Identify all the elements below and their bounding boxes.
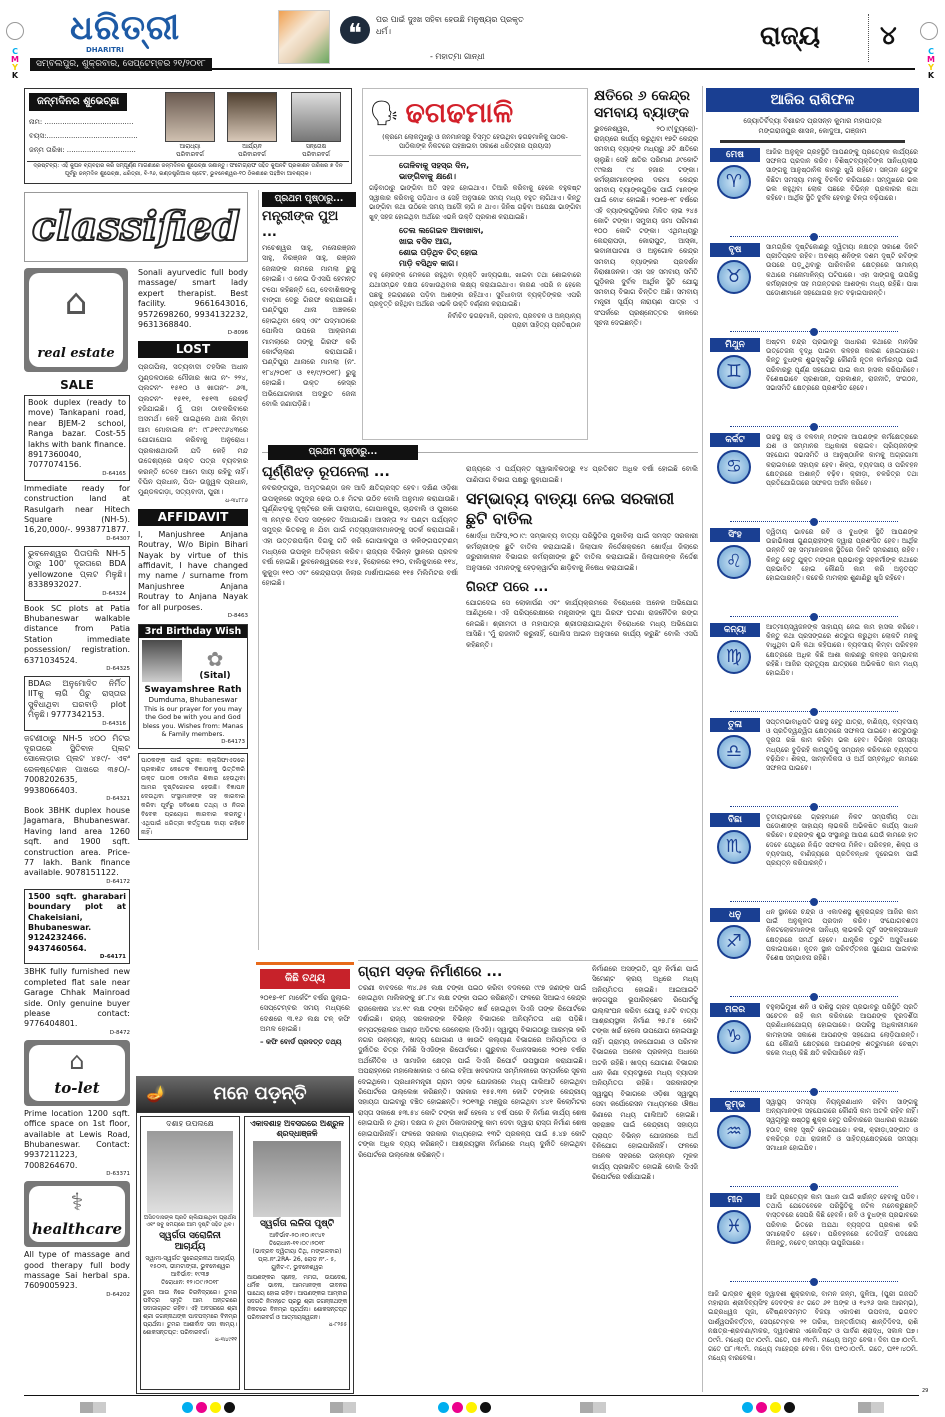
middle-classified-column [138,268,248,840]
portrait-photo [253,1141,341,1217]
fact-box-title: କିଛି ତଥ୍ୟ [260,969,350,989]
house-icon: ⌂ [64,282,88,323]
headline: ଗିରଫ ପରେ ... [466,579,549,595]
registration-mark-icon [6,22,24,40]
sign-separator [730,711,898,712]
birthday-coupon [24,88,352,184]
sign-separator [730,616,898,617]
horoscope-author: ଜ୍ୟୋତିର୍ବିଦ୍ୟା ବିଶାରଦ ପ୍ରସନ୍ନ କୁମାର ମହାପାତ୍ର ମଙ୍ଗରାଜପୁର ଶାସନ, କୋଦୁଆ, ଗଞ୍ଜାମ [743,117,882,135]
lost-heading: LOST [138,341,248,358]
cyan-dot-icon [182,1402,193,1413]
section-divider [868,14,869,62]
fact-box-rule [256,962,354,965]
page-number: ୪ [880,21,897,51]
horoscope-sign-8 [710,813,918,908]
bank-story [594,88,698,440]
sign-forecast: ଆଜି ପ୍ରତ୍ୟେକ କାମ ସାଧନ ପାଇଁ ଖର୍ଚ୍ଚାନ୍ତ ହେବାକୁ ପଡିବ। ତଥାପି ଯେତେବେଳେ ପରିସ୍ଥିତିକୁ ଜଟିଳ ମନେକରୁଛନ୍ତି ବାସ୍ତବରେ ସେପରି କିଛି ହେବନି। ରବି ଓ ବୁଧଙ୍କ ପ୍ରଭାବରେ ପରିବାର ଭିତରେ ଅଯଥା ବ୍ୟସ୍ତତା ପ୍ରକାଶ କରି ସମାଲୋଚିତ ହେବେ। ପରିବହନରେ ତେଜିତାହିଁ ପଦକ୍ଷେପ ନିଅନ୍ତୁ, ନଚେତ୍ ସମସ୍ୟା ଉପୁଜିପାରେ। [766,1193,918,1248]
gemini-icon: ♊ [717,355,751,389]
fact-box [256,962,354,1072]
classified-ad: Sonali ayurvedic full body massage/ smart lady expert therapist. Best facility. 9661643016, 9572698260, 9934132232, 9631368840. D-8096 [138,268,248,337]
adult-photo [291,92,341,142]
dhagadhamali-box [362,88,588,440]
cmyk-marker: C M Y K [11,47,19,80]
real-estate-category: ⌂ real estate [24,268,128,372]
sign-forecast: ଆଜିର ଅନୁକୂଳ ଗ୍ରହସ୍ଥିତି ଆପଣଙ୍କୁ ପ୍ରତ୍ୟେକ କାର୍ଯ୍ୟରେ ସଫଳତା ପ୍ରଦାନ କରିବ। ବିଶିଷ୍ଟବ୍ୟକ୍ତିଙ୍କ ସାନିଧ୍ୟଲାଭ ସାଙ୍ଗକୁ ଆନୁଷ୍ଠାନିକ କାମରୁ ଖୁସି ରହିବେ। ସନ୍ତାନ ହେତୁକ କିଛିଟା ସମସ୍ୟା ମନକୁ ବିଚଳିତ କରିପାରେ। ସମ୍ମୁଖରେ ଭଲ ଭଲ କହୁଥିବା ଲୋକ ପଛରେ ବିଭିନ୍ନ ପ୍ରକାରର କଥା କହିବେ। ଆର୍ଥିକ ସ୍ଥିତି ଦୁର୍ବଳ ହେବାରୁ ଚିନ୍ତା ବଢ଼ିପାରେ। [766,148,918,203]
taurus-icon: ♉ [717,260,751,294]
birthdate-field[interactable]: ଜନ୍ମ ତାରିଖ: ............................... [29,146,136,154]
article-body: ଖୋର୍ଦ୍ଧା ଅଫିସ,୨୦।୯: ସମ୍ଭାବ୍ୟ ବାତ୍ୟା ପରିସ୍ଥିତିର ମୁକାବିଲା ପାଇଁ ସମସ୍ତ ସରକାରୀ କର୍ମଚାରୀଙ୍କ ଛୁଟି ବାତିଲ କରାଯାଇଛି। ଜିଲାପାଳ ନିର୍ଦ୍ଦେଶକ୍ରମେ ଖୋର୍ଦ୍ଧା ଜିଲାରେ ଜରୁରୀକାଳୀନ ବିଭାଗର କର୍ମଚାରୀଙ୍କ ଛୁଟି ବାତିଲ କରାଯାଇଛି। ଜିଲାପାଳଙ୍କ ନିର୍ଦ୍ଦେଶ ଅନୁସାରେ ଏମାନଙ୍କୁ ହେଡ଼କ୍ୱାର୍ଟର ଛାଡ଼ିବାକୁ ନିଷେଧ କରାଯାଇଛି। [466,532,698,572]
black-dot-icon [784,1402,795,1413]
classified-ad: 1500 sqft. gharabari boundary plot at Chakeisiani, Bhubaneswar. 9124232466. 9437460564. D-64171 [24,889,130,964]
age-field[interactable]: ବୟସ:......................................... [29,132,138,140]
sign-separator [730,901,898,902]
newspaper-logo-subtitle: DHARITRI [86,46,124,54]
obituary-left: ଦଶାହ ଉପଲକ୍ଷେ ଅସିତଦାସଙ୍କ ପ୍ରତି ଚାଲିଯାଇଥିବା ପ୍ରାର୍ଥନା ଏବଂ ସବୁ ସମୟରେ ଆମ ଦୃଷ୍ଟି ସହିତ ଥିବ। ସ୍ୱର୍ଗତା ସରୋଜିନୀ ଆଚାର୍ଯ୍ୟ ସ୍ୱାମୀ-ସ୍ୱର୍ଗତ ସୁରେନ୍ଦ୍ରନାଥ ଆଚାର୍ଯ୍ୟ ୧୫୦୩, ଭୀମଟାଙ୍ଗୀ, ଭୁବନେଶ୍ୱର ଆବିର୍ଭାବ: ୧୯୩୭ ତିରୋଧାନ: ୧୨।୦୯।୨୦୧୮ ତୁମେ ଆଉ ନିଜେ ଚିରନିଦ୍ରାରେ। ତୁମର ପବିତ୍ର ସ୍ମୃତି ଆମ ଅନ୍ତରରେ ସଦାଜାଗ୍ରତ ରହିବ। ଏହି ଅବସରରେ ଶ୍ରୀ ଶ୍ରୀ ଜଗନ୍ନାଥଙ୍କ ପାଦପଦ୍ମରେ ବିନମ୍ର ପ୍ରାର୍ଥନା। ତୁମର ଆଶୀର୍ବାଦ ସଦା କାମ୍ୟ। ଶୋକସନ୍ତପ୍ତ: ପରିବାରବର୍ଗ। ଧ-୩୪୯୧୧ [140,1116,240,1390]
house-to-let-icon: ⌂ [69,1046,85,1075]
horoscope-sign-9 [710,908,918,1003]
horoscope-sign-1 [710,148,918,243]
right-news-column [466,464,698,954]
fact-box-body: ୨୦୧୭-୧୮ ମାର୍କେଟିଂ ବର୍ଷର ଜୁଲାଇ-ସେପ୍ଟେମ୍ବର ସମୟ ମଧ୍ୟରେ ଦେଶରେ ୩.୧୬ ଲକ୍ଷ ଟନ୍ କଫି ଅମଳ ହୋଇଛି। [260,994,350,1034]
footer-rule [24,1395,919,1396]
aries-icon: ♈ [717,165,751,199]
birthday-wish-ad: 3rd Birthday Wish ✿ (Sital) Swayamshree Rath Dumduma, Bhubaneswar This is our prayer for you may the God be with you and God bless you. Wishes from: Manas & Family members. D-64173 [138,624,248,749]
column-rule [258,190,259,950]
scorpio-icon: ♏ [717,830,751,864]
libra-icon: ♎ [717,735,751,769]
sign-separator [730,426,898,427]
article-body: ରାଜ୍ୟରେ ଏ ପର୍ଯ୍ୟନ୍ତ ସ୍ୱାଭାବିକଠାରୁ ୧୪ ପ୍ରତିଶତ ଅଧିକ ବର୍ଷା ହୋଇଛି ବୋଲି ପାଣିପାଗ ବିଭାଗ ପକ୍ଷରୁ କୁହାଯାଇଛି। [466,465,698,484]
sign-name: କର୍କଟ [710,433,760,447]
obituary-banner: 🪔 ମନେ ପଡ଼ନ୍ତି [136,1076,354,1112]
horoscope-sign-3 [710,338,918,433]
sign-name: ମିଥୁନ [710,338,760,352]
headline: ଘୂର୍ଣ୍ଣିଝଡ଼ ରୂପନେଲା ... [262,464,390,480]
sign-name: ବୃଷ [710,243,760,257]
sign-forecast: ଅଷ୍ଟମ ଚନ୍ଦ୍ର ପ୍ରଭାବରୁ ସାଧାରଣ କଥାରେ ମାନସିକ ଉତ୍ତେଜନା ବୃଦ୍ଧି ପାଇବା କଳହର କାରଣ ହୋଇପାରେ। କିନ୍ତୁ ବୁଧଙ୍କ ଶୁଭଦୃଷ୍ଟିରୁ କୌଣସି ନୂତନ କର୍ମାରମ୍ଭ ପାଇଁ ପରିବାରରୁ ପୂର୍ଣ୍ଣ ସହଯୋଗ ପାଇ କାମ ହାସଲ କରିପାରିବେ। ବିଶେଷଭାବେ ପ୍ରଶାସନ, ପ୍ରକାଶନ, ରାଜନୀତି, ସଂଗଠନ, ସଭାସମିତି କ୍ଷେତ୍ରରେ ପ୍ରଶଂସିତ ହେବେ। [766,338,918,393]
sign-name: ସିଂହ [710,528,760,542]
pisces-icon: ♓ [717,1210,751,1244]
lamp-icon: 🪔 [146,1084,166,1103]
classified-ad: ପ୍ରତାପିଲା, ସତ୍ୟବାଦୀ ତହସିଲ ଅଧୀନ ମୁଣ୍ଡଳଠାରେ ମୌଜାର ଖାତା ନଂ- ୨୨୪, ପ୍ଲଟନଂ- ୧୫୧୦ ଓ ଖାତାନଂ- ୬୩, ପ୍ଲଟନଂ- ୧୫୧୧, ୧୫୧୩ ରେକର୍ଡ଼ ହଜିଯାଇଛି। ମୁଁ ତାହା ଠାବକରିବାରେ ଅସମର୍ଥ। କେହି ପାଇଥିଲେ ଥାନା କିମ୍ବା ଆମ ମୋବାଇଲ ନଂ: ୯୮୬୧୯୯୬୪୩ରେ ଯୋଗାଯୋଗ କରିବାକୁ ଅନୁରୋଧ। ପ୍ରକାଶଥାଉକି ଯଦି କେହି ମନ୍ଦ ଉଦ୍ଦେଶ୍ୟରେ ଉକ୍ତ ପତ୍ର ବ୍ୟବହାର କରନ୍ତି ତେବେ ଆମେ ଦାୟୀ ରହିବୁ ନାହିଁ। ବିପିନ ପ୍ରଧାନ, ପିତା- ଉଜ୍ଜ୍ୱଳ ପ୍ରଧାନ, ମୁଣ୍ଡଳଗଡ଼ା, ସତ୍ୟବାଦୀ, ପୁରୀ। ଧ-୩୪୮୮୬ [138,363,248,504]
article-body: ଯୋଗଦେଇ ସେ ଲୋକାର୍ପଣ ଏବଂ କାର୍ଯ୍ୟକ୍ରମରେ ବିରୋଧରେ ଅନେକ ଅଭିଯୋଗ ଆଣିଥିଲେ। ଏହି ପରିପ୍ରେକ୍ଷୀରେ ମନ୍ତ୍ରୀଙ୍କ ପୁଅ ଗିରଫ ଘଟଣା ରାଜନୈତିକ ରଙ୍ଗ ନେଇଛି। ଶ୍ରୀମତୀ ଓ ମହାପାତ୍ର ଶ୍ରୀତାରାଯାଇଥିବା ବିରୋଧରେ ମଧ୍ୟ ଅଭିଯୋଗ ଆସିଛି। 'ମୁଁ ରାଜନୀତି କରୁନାହିଁ, ପୋଲିସ ଆଇନ ଅନୁସାରେ କାର୍ଯ୍ୟ କରୁଛି' ବୋଲି ଏସପି କହିଛନ୍ତି। [466,598,698,649]
magenta-dot-icon [756,1402,767,1413]
horoscope-sign-5 [710,528,918,623]
dhagadhamali-title: ଢଗଢମାଳି [405,96,514,129]
obituary-right: ଏକାଦଶାହ ଅବସରରେ ଅଶ୍ରୁଳ ଶ୍ରଦ୍ଧାଞ୍ଜଳି ସ୍ୱର୍ଗତା ଲଳିତା ପୃଷ୍ଟି ଆବିର୍ଭାବ-୨୦।୧୦।୧୯୪୧ ତିରୋଧାନ-୧୧।୦୯।୨୦୧୮ (ଭାଦ୍ରବ ଦ୍ୱିତୀୟା ତିଥି, ମଙ୍ଗଳବାର) ପ୍ଲା.ନଂ.2RA- 26, ରୋଡ ନଂ.- ୫, ୟୁନିଟ-୯, ଭୁବନେଶ୍ୱର ଆପଣଙ୍କର ସ୍ନେହ, ମମତା, ଉପଦେଶ, ଧର୍ମିକ ଭାବନା, ଆମମାନଙ୍କ ଜୀବନର ପାଥେୟ ହୋଇ ରହିବ। ଆପଣଙ୍କର ଆମ୍ବାର ସଦଗତି ନିମନ୍ତେ ପ୍ରଭୁ ଶ୍ରୀ ଜଗନ୍ନାଥଙ୍କ ନିକଟରେ ବିନମ୍ର ପ୍ରାର୍ଥନା। ଶୋକସନ୍ତପ୍ତ ପରିବାରବର୍ଗ ଓ ଆତ୍ମୀୟସ୍ୱଜନ। ଧ-୮୨୫୫ [244,1116,350,1390]
birthday-coupon-title: ଜନ୍ମଦିନର ଶୁଭେଚ୍ଛା [29,93,127,111]
color-dots [438,1402,491,1413]
headline: ଗ୍ରାମ ସଡ଼କ ନିର୍ମାଣରେ ... [358,964,503,980]
printer-mark: 29 [922,1388,929,1394]
child-photo [142,640,182,682]
headline: ସମ୍ଭାବ୍ୟ ବାତ୍ୟା ନେଇ ସରକାରୀ ଛୁଟି ବାତିଲ [466,489,675,529]
article-body: ତରଣୀ ବାବଦରେ ୩୪.୬୫ ଲକ୍ଷ ଟଙ୍କା ପଇଠ କରିବା ବଦଳରେ ୯୯୭ ଜଣଙ୍କ ପାଇଁ ହୋଇଥିବା ମାଲିକଙ୍କୁ ୭୮.୮୪ ଲକ୍ଷ ଟଙ୍କା ପଇଠ କରିଛନ୍ତି। ଫଳରେ ସିଆଇଏ କେନ୍ଦ୍ର ରାଜକୋଷର ୪୪.୧୯ ଲକ୍ଷ ଟଙ୍କା ଅତିରିକ୍ତ ଖର୍ଚ୍ଚ ହୋଇଥିବା ସିଏଜି ତାଙ୍କ ରିପୋର୍ଟରେ ଦର୍ଶାଇଛି। ରାଜ୍ୟ ସରକାରଙ୍କ ବିଭିନ୍ନ ବିଭାଗରେ ଅନିୟମିତତା ଧରା ପଡ଼ିଛି। କମ୍ପଟ୍ରୋଲର ଆଣ୍ଡ ଅଡିଟର ଜେନେରାଲ (ସିଏଜି)। ସ୍ୱାସ୍ଥ୍ୟ ବିଭାଗଠାରୁ ଆରମ୍ଭ କରି ନଗର ଉନ୍ନୟନ, ଖାଦ୍ୟ ଯୋଗାଣ ଓ ଖାଉଟି କଲ୍ୟାଣ ବିଭାଗରେ ଅନିୟମିତତା ଓ ଦୁର୍ନୀତିର ଚିତ୍ର ମିଳିଛି ସିଏଜିଙ୍କ ରିପୋର୍ଟରେ। ଗୁରୁବାର ବିଧାନସଭାରେ ୨୦୧୭ ବର୍ଷର ଅର୍ଥନୈତିକ ଓ ସାମାଜିକ କ୍ଷେତ୍ର ପାଇଁ ସିଏଜି ରିପୋର୍ଟ ଉପସ୍ଥାପନ କରାଯାଇଛି। ଅପରାହ୍ନରେ ମହାଲେଖାକାର ଏ ନେଇ ବହିଆ ଖବରଦାତା ସମ୍ମିଳନୀରେ ସମ୍ପର୍କରେ ସୂଚନା ଦେଇଥିଲେ। ପ୍ରଧାନମନ୍ତ୍ରୀ ଗ୍ରାମ ସଡ଼କ ଯୋଜନାରେ ମଧ୍ୟ ଗାଲିଆତି ହୋଇଥିବା ରିପୋର୍ଟରେ ଉଲ୍ଲେଖ କରିଛନ୍ତି। ସରକାର ୧୫୫.୩୩ କୋଟି ଟଙ୍କାର କେନ୍ଦ୍ରୀୟ ସହାୟତା ପାଇବାରୁ ବଞ୍ଚିତ ହୋଇଛନ୍ତି। ୨୦୧୩ରୁ ମଞ୍ଜୁର ହୋଇଥିବା ୪୪୧ କିଲୋମିଟର ରାସ୍ତା ସକାଶେ ୫୩.୫୪ କୋଟି ଟଙ୍କା ଖର୍ଚ୍ଚ ହେଲେ ୪ ବର୍ଷ ପରେ ବି ନିର୍ମାଣ କାର୍ଯ୍ୟ ଶେଷ ହୋଇପାରି ନ ଥିଲା। ଦକ୍ଷତା ନ ଥିବା ଠିକାଦାରଙ୍କୁ କାମ ଦେବା ଦ୍ୱାରା ରାସ୍ତା ନିର୍ମାଣ ଶେଷ ହୋଇପାରିନାହିଁ। ଫଳରେ ସରକାର ବାଧ୍ୟହୋଇ ୧୩ଟି ପ୍ରକଳ୍ପ ପାଇଁ ୫.୪୭ କୋଟି ଟଙ୍କା ଅଧିକ ବ୍ୟୟ କରିଛନ୍ତି। ଆଶ୍ରୟସ୍ଥଳୀ ନିର୍ମାଣରେ ମଧ୍ୟ ଦୁର୍ନୀତି ହୋଇଥିବା ରିପୋର୍ଟରେ ଉଲ୍ଲେଖ କରିଛନ୍ତି। [358,984,586,1159]
classified-ad: 3BHK fully furnished new completed flat sale near Garage Chhak Mainroad side. Only genuine buyer please contact: 9776404801. D-8472 [24,967,130,1036]
proverb-source: ନିର୍ବାଚିତ ଢଗଢମାଳି, ପ୍ରବାଦ, ପ୍ରବଚନ ଓ ଅନ୍ୟାନ୍ୟ ପ୍ରାଚୀ ସାହିତ୍ୟ ପ୍ରତିଷ୍ଠାନ [447,311,581,330]
sign-separator [730,236,898,237]
classified-banner: classified [24,192,248,262]
classified-ad: Book duplex (ready to move) Tankapani road, near BJEM-2 school, Ranga bazar. Cost-55 lakhs with bank finance. 8917360040, 7077074156. D-64165 [24,395,130,481]
capricorn-icon: ♑ [717,1020,751,1054]
cartoon-faces-icon: 🗣 [369,99,400,127]
proverb-explanation: ଗଢ଼ିବାଠାରୁ ଭାଙ୍ଗିବା ଅତି ସହଜ ହୋଇଥାଏ। ତିଆରି କରିବାକୁ ହେଲେ ବହୁକଷ୍ଟ ସ୍ୱୀକାର କରିବାକୁ ପଡ଼ିଥାଏ ଓ ସେହି ଅନୁସାରେ ସମୟ ମଧ୍ୟ ବହୁତ ଲାଗିଥାଏ। କିନ୍ତୁ ଭାଙ୍ଗିବା କଥା ଉଠିଲେ ସମୟ ଆଦୌ ଲାଗି ନ ଥାଏ। ଜିନିଷ ଗଢ଼ିବା ଅପେକ୍ଷା ଭାଙ୍ଗିବା ଖୁବ୍ ସହଜ ହୋଇଥିବା ଅର୍ଥରେ ଏଭଳି ଉକ୍ତି ପ୍ରକାଶ କରାଯାଇଛି। [369,184,581,221]
quote-author: - ମହାତ୍ମା ଗାନ୍ଧୀ [430,52,485,61]
classified-ad: Book 3BHK duplex house Jagamara, Bhubaneswar. Having land area 1260 sqft. and 1900 sqft. construction area. Price- 77 lakh. Bank finance available. 9078151122. D-64172 [24,806,130,885]
horoscope-sign-12 [710,1193,918,1288]
sign-name: ତୁଳା [710,718,760,732]
sign-name: ବିଛା [710,813,760,827]
divider [358,960,698,961]
sagittarius-icon: ♐ [717,925,751,959]
sign-name: କନ୍ୟା [710,623,760,637]
magenta-dot-icon [196,1402,207,1413]
yellow-dot-icon [466,1402,477,1413]
sign-forecast: ଧନ ସ୍ଥାନରେ ଚନ୍ଦ୍ର ଓ ଏକାଦଶସ୍ଥ ଶୁକ୍ରଗ୍ରହ ଆଜିର କାମ ପାଇଁ ଅନୁକୂଳତା ପ୍ରଦାନ କରିବ। ସଂଯୋଗବଶତଃ ନିକଟଲୋକମାନଙ୍କ ସାନିଧ୍ୟ ଲାଭକରି ପୂର୍ବ ସଙ୍କଳ୍ପସାଧନ କ୍ଷେତ୍ରରେ ସମର୍ଥ ହେବେ। ଯାନ୍ତ୍ରିକ ତ୍ରୁଟି ଅସୁବିଧାରେ ପକାଇପାରେ। ନୂତନ ସ୍ଥାନ ପରିବର୍ତ୍ତନର ସୁଯୋଗ ପାଇବାର ବିଶେଷ ସମ୍ଭାବନା ରହିଛି। [766,908,918,963]
gray-swatch-icon [858,1402,884,1413]
sign-separator [730,331,898,332]
horoscope-signs [710,148,918,1288]
leo-icon: ♌ [717,545,751,579]
classified-ad: BDAର ଅନୁମୋଦିତ ନିର୍ମିତ IITକୁ ଲାଗି ପିଚୁ ରାସ୍ତାର ସୁବିଧାଥିବା ଘରବାଡ଼ି plot ମିଳୁଛି। 9777342153. D-64316 [24,676,130,731]
sign-forecast: ଉଚ୍ଚସ୍ଥ ରାହୁ ଓ ବଳବାନ୍ ମଙ୍ଗଳ ଆପଣଙ୍କ କର୍ମକ୍ଷେତ୍ରରେ ଯଶ ଓ ସମ୍ମାନର ଅଧିକାରୀ କରାଇବ। ପ୍ରିୟଜନଙ୍କ ସହଯୋଗ ସଭାସମିତି ଓ ଆନୁଷ୍ଠାନିକ କାମକୁ ଅଗ୍ରଗାମୀ କରାଇବାରେ ସହାୟକ ହେବ। ଶିଳ୍ପ, ବ୍ୟବସାୟ ଓ ପରିବହନ କ୍ଷେତ୍ରରେ ଅଶାନ୍ତି ବଢ଼ିବ। କ୍ରୀଡ଼ା, ଚଳଚ୍ଚିତ୍ର ତଥା ପ୍ରତିଯୋଗିତାରେ ସଫଳତା ଅର୍ଜନ କରିବେ। [766,433,918,488]
horoscope-sign-11 [710,1098,918,1193]
horoscope-sign-7 [710,718,918,813]
sign-forecast: ସାମଗ୍ରିକ ଦୃଷ୍ଟିକୋଣରୁ ଦ୍ୱିତୀୟା ନକ୍ଷତ୍ର ସକାଶେ ଦିନଟି ପ୍ରୀତିପ୍ରଦ ରହିବ। ଅବଶ୍ୟ ଶନିଙ୍କ ଦଶମ ଦୃଷ୍ଟି ରବିଙ୍କ ଉପରେ ପଡ଼ୁଥିବାରୁ ପାରିବାରିକ କ୍ଷେତ୍ରରେ ସାମାନ୍ୟ କଥାରେ ମନୋମାଳିନ୍ୟ ଘଟିପାରେ। ଏହା ସାଙ୍ଗକୁ ଉପରିସ୍ଥ କର୍ମଚାରୀଙ୍କ ସହ ମତାନ୍ତରର ଆଶଙ୍କା ମଧ୍ୟ ରହିଛି। ପାଖ ପଡୋଶୀମାନେ ସହଯୋଗର ହାତ ବଢ଼ାଇପାରନ୍ତି। [766,243,918,298]
photo-caption: ଆର୍ଯ୍ୟନ ପରିବାରବର୍ଗ [238,143,266,158]
cancer-icon: ♋ [717,450,751,484]
virgo-icon: ♍ [717,640,751,674]
section-title: ରାଜ୍ୟ [760,21,821,51]
cyan-dot-icon [438,1402,449,1413]
dhagadhamali-subtitle: (କ୍ରମେ ଲୋକମୁଖରୁ ଓ ଜନମାନସରୁ ବିସ୍ମୃତ ହେଉଥିବା ଢଗଢମାଳିକୁ ପାଠକ-ପାଠିକାଙ୍କ ନିକଟରେ ପହଞ୍ଚାଇବା ସକାଶେ ଧରିତ୍ରୀର ପ୍ରୟାସ) [369,133,581,156]
child-photo [227,92,277,142]
horoscope-title: ଆଜିର ରାଶିଫଳ [706,88,919,112]
stethoscope-icon: ⚕ [70,1188,84,1217]
sign-name: ମକର [710,1003,760,1017]
newspaper-logo: ଧରିତ୍ରୀ [70,8,181,48]
article-body: ମଚେଶ୍ୱର ସାହୁ, ମନୋରଞ୍ଜନ ସାହୁ, ନିରଞ୍ଜନ ସାହୁ, ରଞ୍ଜନ ଜେନାଙ୍କ ନାମରେ ମାମଲା ରୁଜୁ ହୋଇଛି। ଏ ନେଇ ଡିଏସପି ହେମନ୍ତ ଟପୋ କହିଛନ୍ତି ଯେ, ଦେବାଶିଷଙ୍କୁ ବାଙ୍ଗୀ ଦେରୁ ଗିରଫ କରାଯାଇଛି। ଘଣ୍ଟିପୁରା ଥାନା ଅଞ୍ଚଳରେ ହୋଇଥିବା କେସ୍ ଏବଂ ପଦ୍ମାଠାରେ ପୋଲିସ ଉପରେ ଆକ୍ରମଣ ମାମଲାରେ ତାଙ୍କୁ ଗିରଫ କରି କୋର୍ଟଚାଲାଣ କରାଯାଇଛି। ଘଣ୍ଟିପୁରା ଥାନାରେ ମାମଲା (ନଂ. ୧୮୪/୨୦୧୮ ଓ ୧୧/୯/୨୦୧୮) ରୁଜୁ ହୋଇଛି। ଉକ୍ତ କେସ୍‌ର ଅଭିଯୋଗକାରୀ ଅଦ୍ଭୁତ ଜେନା ବୋଲି ଜଣାପଡ଼ିଛି। [262,244,356,409]
minister-story [262,192,356,442]
magenta-dot-icon [452,1402,463,1413]
classified-ad: I, Manjushree Anjana Routray, W/o Bipin Bihari Nayak by virtue of this affidavit, I have changed my name / surname from Manjushree Anjana Routray to Anjana Nayak for all purposes. D-8463 [138,529,248,619]
horoscope-sign-10 [710,1003,918,1098]
horoscope-sign-2 [710,243,918,338]
quote-icon: ❝ [340,16,370,44]
sign-forecast: ଦ୍ୱିତୀୟ ଭାବରେ ରବି ଓ ବୁଧଙ୍କ ସ୍ଥିତି ଆପଣଙ୍କ ଉଚ୍ଚାଭିଳାଷୀ ଗୁଣଗ୍ରାହୀଙ୍କ ଦ୍ୱାରା ପ୍ରଶଂସିତ ହେବ। ଆର୍ଥିକ ଉନ୍ନତି ସହ ସମ୍ମାନଜନକ ସ୍ଥିତିରେ ଦିନଟି ସ୍ମରଣୀୟ ରହିବ। କିନ୍ତୁ କେତୁ ଯୁକ୍ତ ମଙ୍ଗଳ ପ୍ରଭାବରୁ ସହକର୍ମୀଙ୍କ କଥାରେ ପ୍ରଭାବିତ ହୋଇ କୌଣସି କାମ କରି ଅନୁତପ୍ତ ହୋଇପାରନ୍ତି। କଚେରି ମାମଲାର ଶୁଣାଣିରୁ ଖୁସି ରହିବେ। [766,528,918,583]
cyclone-story [262,464,458,954]
yellow-dot-icon [770,1402,781,1413]
color-dots [182,1402,235,1413]
road-story [358,964,586,1392]
classified-ad: ଭୁବନେଶ୍ୱର ପିତାପଲି NH-5 ଠାରୁ 100' ଦୂରତାରେ BDA yellowzone ପ୍ଲଟ ମିଳୁଛି। 8338932027. D-64324 [24,546,130,601]
gray-swatch-icon [580,1402,606,1413]
horoscope-rule [720,140,905,143]
sign-separator [730,996,898,997]
front-page-ref: ପ୍ରଥମ ପୃଷ୍ଠାରୁ... [268,445,418,460]
sign-separator [730,521,898,522]
horoscope-sign-6 [710,623,918,718]
photo-caption: ଆରାଧ୍ୟା ପରିବାରବର୍ଗ [176,143,204,158]
sign-separator [730,1186,898,1187]
name-field[interactable]: ନାମ: ........................................ [29,118,134,126]
sign-name: କୁମ୍ଭ [710,1098,760,1112]
gray-swatch-icon [80,1402,106,1413]
portrait-photo [147,1131,233,1213]
black-dot-icon [480,1402,491,1413]
article-body: ଭୁବନେଶ୍ୱର, ୨୦।୯(ବ୍ୟୁରୋ)- ରାଜ୍ୟରେ କାର୍ଯ୍ୟ କରୁଥିବା ୧୭ଟି କେନ୍ଦ୍ର ସମବାୟ ବ୍ୟାଙ୍କ ମଧ୍ୟରୁ ୬ଟି କ୍ଷତିରେ ଚାଲୁଛି। ସେହି କ୍ଷତିର ପରିମାଣ ୬୯କୋଟି ୯୯ଲକ୍ଷ ୯୪ ହଜାର ଟଙ୍କା। କର୍ମଚାରୀମାନଙ୍କର ଦରମା କେନ୍ଦ୍ର ସମବାୟ ବ୍ୟାଙ୍କଗୁଡ଼ିକ ପାଇଁ ମାନଙ୍କ ପାଇଁ ବୋଝ ହୋଇଛି। ୨୦୧୭-୧୮ ବର୍ଷରେ ଏହି ବ୍ୟାଙ୍କଗୁଡ଼ିକର ମିଳିତ ଲାଭ ୨୪୫ କୋଟି ଟଙ୍କା। ସମୁଦାୟ ଜମା ପରିମାଣ ୧୦୦ କୋଟି ଟଙ୍କା। ଏଥିମଧ୍ୟରୁ କେନ୍ଦ୍ରାପଡ଼ା, କୋରାପୁଟ, ଆସ୍କା, ଭବାନୀପାଟଣା ଓ ଅନୁଗୋଳ କେନ୍ଦ୍ର ସମବାୟ ବ୍ୟାଙ୍କର ପ୍ରଦର୍ଶନ ନିରାଶାଜନକ। ଏହା ସହ ସମବାୟ ସମିତି ଗୁଡ଼ିକର ଦୁର୍ବଳ ଆର୍ଥିକ ସ୍ଥିତି ଯୋଗୁ ସମବାୟ ବିଭାଗ ଚିନ୍ତିତ ଅଛି। ସମବାୟ ମନ୍ତ୍ରୀ ସୂର୍ଯ୍ୟ ନାରାୟଣ ପାତ୍ର ଏ ସଂପର୍କରେ ପ୍ରଶ୍ନୋତ୍ତର କାଳରେ ସୂଚନା ଦେଇଛନ୍ତି। [594,125,698,327]
sale-heading: SALE [60,378,94,392]
article-body: ନବରଙ୍ଗପୁର, ଅମୃତଭଣ୍ଡା ଜଳ ଆଦି କ୍ଷତିଗ୍ରସ୍ତ ହେବ। ଦକ୍ଷିଣ ଓଡ଼ିଶା ଉପକୂଳରେ ସମୁଦ୍ର ଢେଉ ୦.୫ ମିଟର ଉଠିବ ବୋଲି ଅନୁମାନ କରାଯାଉଛି। ଘୂର୍ଣ୍ଣିଝଡ଼କୁ ଦୃଷ୍ଟିରେ ରଖି ପାରାଦୀପ, ଗୋପାଳପୁର, ଚାନ୍ଦବାଲି ଓ ପୁରୀରେ ୩ ନମ୍ବର ବିପଦ ସଙ୍କେତ ଦିଆଯାଇଛି। ଆସନ୍ତା ୨୪ ଘଣ୍ଟା ପର୍ଯ୍ୟନ୍ତ ସମୁଦ୍ର ଭିତରକୁ ନ ଯିବା ପାଇଁ ମତ୍ସ୍ୟଜୀବୀମାନଙ୍କୁ ସତର୍କ କରାଯାଇଛି। ଏହା ଉତ୍ତରପଶ୍ଚିମ ଦିଗକୁ ଗତି କରି ଗୋପାଳପୁର ଓ କଳିଙ୍ଗପଟ୍ଟଣମ୍ ମଧ୍ୟରେ ଉପକୂଳ ଅତିକ୍ରମ କରିବ। ରାଜ୍ୟର ବିଭିନ୍ନ ସ୍ଥାନରେ ପ୍ରବଳ ବର୍ଷା ହୋଇଛି। ଭୁବନେଶ୍ୱରରେ ୧୪୫, ହିରୋଳରେ ୧୨୦, ବାଲିକୁଦାରେ ୧୧୪, କୁକୁଡ଼ା ୧୧୦ ଏବଂ କେନ୍ଦ୍ରାପଡ଼ା ଜିଲାର ମାର୍ଶାଘାଇରେ ୧୧୫ ମିଲିମିଟର ବର୍ଷା ହୋଇଛି। [262,484,458,588]
classified-ad: Book SC plots at Patia Bhubaneswar walkable distance from Patia Station immediate possession/ registration. 6371034524. D-64325 [24,603,130,672]
fact-box-source: – କଫି ବୋର୍ଡ ପ୍ରଦତ୍ତ ତଥ୍ୟ [260,1037,342,1046]
birthday-coupon-note: ଦ୍ରଷ୍ଟବ୍ୟ: ଏହି କୁପନ ବ୍ୟବହାର କରି ସମ୍ପୂର୍ଣ୍ଣ ମାଗଣାରେ ଜନ୍ମଦିନର ଶୁଭେଚ୍ଛା ଜଣାନ୍ତୁ। ଫଟୋଗ୍ରାଫ ସହିତ କୁପନଟି ପ୍ରକାଶନ ତାରିଖର ୭ ଦିନ ପୂର୍ବରୁ ଜନ୍ମଦିନ ଶୁଭେଚ୍ଛା, ଧରିତ୍ରୀ, ବି-୨୬, ଇଣ୍ଡଷ୍ଟ୍ରିଆଲ ଷ୍ଟେଟ, ଭୁବନେଶ୍ୱର-୧୦ ଠିକଣାରେ ପହଞ୍ଚିବା ଆବଶ୍ୟକ। [27,161,349,183]
aquarius-icon: ♒ [717,1115,751,1149]
classified-ad: Prime location 1200 sqft. office space on 1st floor, available at Lewis Road, Bhubaneswar. Contact: 9937211223, 7008264670. D-63371 [24,1108,130,1178]
classified-ad: ଜଟଣୀଠାରୁ NH-5 ୪୦୦ ମିଟର ଦୂରତାରେ ସ୍ଥିତିବାନ ପ୍ଲଟ ସୋଲେଡ଼ାର ପ୍ଲଟ ୪୫୯/- ଏବଂ ରେଳଷ୍ଟେଶନ ପାଖରେ ୩୫୦/- 7008202635, 9938066403. D-64321 [24,733,130,802]
color-dots [742,1402,795,1413]
sign-separator [730,1091,898,1092]
headline: ମନ୍ତ୍ରୀଙ୍କ ପୁଅ ... [262,209,339,240]
cmyk-marker: C M Y K [927,47,935,80]
photo-caption: ସନ୍ତୋଷ ପରିବାରବର୍ଗ [302,143,330,158]
dateline: ସମ୍ବଲପୁର, ଶୁକ୍ରବାର, ସେପ୍ଟେମ୍ବର ୨୧/୨୦୧୮ [30,58,212,71]
panjika-text: ଆଜି ଭାଦ୍ରବ ଶୁକ୍ଳ ଦ୍ୱାଦଶୀ ଶୁକ୍ରବାର, ବାମନ ଜନ୍ମ, ଜୁଳିଆ, (ପୁରୀ ଗଜପତି ମହାରାଜା ଶ୍ରୀଦିବ୍ୟସିଂହ ଦେବଙ୍କ ୫୯ ଗତେ ୬୧ ଅଙ୍କ ଓ ୧୪୨୬ ସାଲ ଆରମ୍ଭ), ଇନ୍ଦ୍ରଧ୍ୱଜ ପୂଜା, ବୈଷ୍ଣବସମ୍ମତ ବିଜୟା ଏକାଦଶୀ ଉପବାସ, ଭଗବତ ପାର୍ଶ୍ୱପରିବର୍ତ୍ତନ, ସେପ୍ଟେମ୍ବର ୨୧ ତାରିଖ, ଅନ୍ତର୍ଜାତୀୟ ଶାନ୍ତିଦିବସ, ରାଶି ନକ୍ଷତ୍ର-ଶ୍ରବଣା/ମକର, ଦ୍ୱାଦଶୀର ଏକୋଦିଷ୍ଟ ଓ ପାର୍ବଣ ଶ୍ରାଦ୍ଧ, ସକାଳ ଘ୭।୦୯ମି. ମଧ୍ୟେ ଘ୯।୦୯ମି. ଗତେ, ଘ୫।୩୯ମି. ମଧ୍ୟେ ଅମୃତ ବେଳା। ଦିବା ଘ୭।୦୯ମି. ଗତେ ଘ୮।୩୯ମି. ମଧ୍ୟେ ମାହେନ୍ଦ୍ର ବେଳା। ଦିବା ଘ୧୦।୦୯ମି. ଗତେ, ଘ୧୧।୪୦ମି. ମଧ୍ୟେ ବାରବେଳା। [708,1290,918,1363]
registration-mark-icon [920,22,938,40]
sign-name: ମେଷ [710,148,760,162]
yellow-dot-icon [210,1402,221,1413]
black-dot-icon [224,1402,235,1413]
reader-notice: ପାଠକଙ୍କ ପାଇଁ ସୂଚନା: କ୍ଲାସିଫାଏଡରେ ପ୍ରକାଶିତ କେତେକ ବିଜ୍ଞାପନକୁ ଭିତ୍ତିକରି ଉକ୍ତ ପାଠକ ଠକାମିର ଶିକାର ହେଉଥିବା ଆମର ଦୃଷ୍ଟିଗୋଚର ହେଉଛି। ବିଜ୍ଞାପନ ଦେଉଥିବା ସଂସ୍ଥାମାନଙ୍କ ସହ କାରବାର କରିବା ପୂର୍ବରୁ ସବିଶେଷ ତଥ୍ୟ ଓ ନିଜର ବିବେକ ପ୍ରୟୋଗ କାରବାର କରନ୍ତୁ। ଏଥିପାଇଁ ଧରିତ୍ରୀ କର୍ତ୍ତୃପକ୍ଷ ଦାୟୀ ରହିବେ ନାହିଁ। [138,753,248,840]
healthcare-category: ⚕ healthcare [24,1181,130,1247]
classified-ad: All type of massage and good therapy full body massage Sai herbal spa. 7609005923. D-64202 [24,1250,130,1298]
article-body: ନିର୍ମାଣରେ ଅସଙ୍ଗତି, ଗୃହ ନିର୍ମାଣ ପାଇଁ ସିମେଣ୍ଟ କ୍ରୟ ଅଧିରେ ମଧ୍ୟ ଅନିୟମିତତା ହୋଇଛି। ଆଇଆଇଟି ଖଡ଼ଗପୁର ଭୂପାରିଚ୍ଛେଦ ରିପୋର୍ଟକୁ ଉଲ୍ଲଂଘନ କରିବା ଯୋଗୁ ୫୬ଟି ବାତ୍ୟା ଆଶ୍ରୟସ୍ଥଳୀ ନିର୍ମାଣ ୨୭.୮୫ କୋଟି ଟଙ୍କା ଖର୍ଚ୍ଚ ହେଲେ ଉପଯୋଗ ହୋଇପାରୁ ନାହିଁ। ଗ୍ରାମ୍ୟ ଜଳଯୋଗାଣ ଓ ପରିମଳ ବିଭାଗରେ ଅନେକ ପ୍ରକଳ୍ପ ଅଧାରେ ଅଟକି ରହିଛି। ଖାଦ୍ୟ ଯୋଗାଣ ବିଭାଗର ଧାନ କିଣା ବ୍ୟବସ୍ଥାରେ ମଧ୍ୟ ବ୍ୟାପକ ଅନିୟମିତତା ରହିଛି। ସରକାରଙ୍କ ସ୍ୱାସ୍ଥ୍ୟ ବିଭାଗରେ ଓଡ଼ିଶା ସ୍ୱାସ୍ଥ୍ୟ ସେବା କର୍ପୋରେସନ ମାଧ୍ୟମରେ ଔଷଧ କିଣାରେ ମଧ୍ୟ ଗାଲିଆତି ହୋଇଛି। ସହରାଞ୍ଚଳ ପାଇଁ କେନ୍ଦ୍ରୀୟ ସହାୟତା ପ୍ରାପ୍ତ ବିଭିନ୍ନ ଯୋଜନାରେ ଅର୍ଥ ବିନିଯୋଗ ହୋଇପାରିନାହିଁ। ଫଳରେ ଅନେକ ସହରରେ ଉନ୍ନୟନ ମୂଳକ କାର୍ଯ୍ୟ ପ୍ରଭାବିତ ହୋଇଛି ବୋଲି ସିଏଜି ରିପୋର୍ଟରେ ଦର୍ଶାଯାଇଛି। [592,965,698,1182]
sign-forecast: ସ୍ୱାସ୍ଥ୍ୟ ସମସ୍ୟା ନିୟନ୍ତ୍ରଣାଧୀନ ରହିବା ସାଙ୍ଗକୁ ଅନ୍ୟମାନଙ୍କ ସହଯୋଗରେ କୌଣସି କାମ ଅଟକି ରହିବ ନାହିଁ। ସ୍ୱଗୃହରୁ ଷଷ୍ଠସ୍ଥ ଶୁକ୍ର ହେତୁ ପରିବାରରେ ସାଧାରଣ କଥାରେ ହଠାତ୍ କଳହ ସୃଷ୍ଟି ହୋଇପାରେ। କଳା, କ୍ରୀଡ଼ା,ସଙ୍ଗୀତ ଓ ଚଳଚ୍ଚିତ୍ର ତଥା ରାଜନୀତି ଓ ସାହିତ୍ୟକ୍ଷେତ୍ରରେ ସମସ୍ୟା ସମାଧାନ ହୋଇଯିବ। [766,1098,918,1153]
sign-name: ମୀନ [710,1193,760,1207]
cyan-dot-icon [742,1402,753,1413]
child-photo [165,92,215,142]
classified-ad: Immediate ready for construction land at Rasulgarh near Hitech Square (NH-5). 16,20,000/-. 9938771877. D-64307 [24,483,130,542]
gray-swatch-icon [330,1402,356,1413]
sign-separator [730,806,898,807]
headline: କ୍ଷତିରେ ୬ କେନ୍ଦ୍ର ସମବାୟ ବ୍ୟାଙ୍କ [594,88,690,121]
sign-forecast: ଆତ୍ମୀୟସ୍ୱଜନଙ୍କ ସାହାଯ୍ୟ ନେଇ କାମ ହାସଲ କରିବେ। କିନ୍ତୁ କଥା ପ୍ରସଙ୍ଗରେ ଶତ୍ରୁତା କରୁଥିବା ଲୋକଟି ମନକୁ ବାଧୁଥିବା ଭଳି କଥା କହିପାରେ। ବ୍ୟବସାୟ କିମ୍ବା ପରିବହନ କ୍ଷେତ୍ରରେ ଅଧିକ କିଛି ଆଶା କାରଣରୁ କଳହର ସମ୍ଭାବନା ରହିଛି। ଆଜିର ପ୍ରତ୍ୟୂଷ ଯାତ୍ରାରେ ଅଭିଳଷିତ କାମ ମଧ୍ୟ ହୋଇଯିବ। [766,623,918,678]
sign-separator [730,1281,898,1282]
proverb-verse: ତୋଳିବାକୁ ସହସ୍ର ଦିନ, ଭାଙ୍ଗିବାକୁ କ୍ଷଣେ। [399,161,470,181]
sign-forecast: ତୃତୀୟଭାବରେ ଗ୍ରହମାନେ ନିକଟ ସମ୍ପର୍କୀୟ ତଥା ପଡୋଶୀଙ୍କ ସାହାଯ୍ୟ ଲାଭକରି ଅଭିଳଷିତ କାର୍ଯ୍ୟ ସାଧନ କରିବେ। ଚନ୍ଦ୍ରଙ୍କ ଶୁଭ ସଂସ୍ଥାନରୁ ଆପଣ ଯେଉଁ କାମରେ ହାତ ଦେବେ ସେଥିରେ ନିଶ୍ଚିତ ସଫଳତା ମିଳିବ। ପରିବହନ, ଶିଳ୍ପ ଓ ବ୍ୟବସାୟ, ବାଣିଜ୍ୟରେ ପ୍ରତିବନ୍ଧକ ଦୂରେଇବା ପାଇଁ ପ୍ରୟତ୍ନ କରିପାରନ୍ତି। [766,813,918,868]
quote-text: ପର ପାଇଁ ଦୁଃଖ ସହିବା ହେଉଛି ମନୁଷ୍ୟର ପ୍ରକୃତ ଧର୍ମ। [376,15,524,36]
gandhi-portrait [278,10,330,64]
horoscope-sign-4 [710,433,918,528]
column-rule [702,86,703,1392]
to-let-category: ⌂ to-let [24,1040,130,1106]
flower-icon: ✿ [206,646,224,671]
sale-ads-column [24,378,130,1299]
proverb-verse: ତେଲ ଲଗେଇବ ଆବାଖାବା, ଖାଇ ବସିବ ଆଗ, ଶୋଇ ପଡ଼ିଥିବ ଚିତ୍ ହୋଇ ମାଡ଼ି ବସିଥିବ କାଗ। [399,226,484,269]
front-page-ref: ପ୍ରଥମ ପୃଷ୍ଠାରୁ... [262,192,356,207]
sign-forecast: ସପ୍ତମଭାବାଧିପତି ଉଚ୍ଚସ୍ଥ ହେତୁ ଯାତ୍ରା, ବାଣିଜ୍ୟ, ବ୍ୟବସାୟ ଓ ପ୍ରତିଦ୍ୱନ୍ଦ୍ୱିତା କ୍ଷେତ୍ରରେ ସଫଳତା ପାଇବେ। ଶତ୍ରୁଠାରୁ ଦୂରତା ରଖି କାମ କରିବା ଭଲ ହେବ। ବିଭିନ୍ନ ସମସ୍ୟା ମଧ୍ୟରେ ବୁଡ଼ିରହି କାମଗୁଡ଼ିକୁ ସମ୍ପନ୍ନ କରିବାରେ ବ୍ୟସ୍ତତା ବଢ଼ିଯିବ। ଶିଳ୍ପ, ସାମ୍ବାଦିକତା ଓ ଅର୍ଥ ସମ୍ବନ୍ଧିତ କାମରେ ସଫଳତା ପାଇବେ। [766,718,918,773]
sign-name: ଧନୁ [710,908,760,922]
proverb-explanation: ବହୁ ଲୋକଙ୍କ ମେଳରେ ରହୁଥିବା ବ୍ୟକ୍ତି ଖାଦ୍ୟଭକ୍ଷା, ଖାଇବା ତଥା ଶୋଇବାରେ ଯଥାସମ୍ଭବ ଦକ୍ଷତା ଦେଖାଉଥିବାର ଲକ୍ଷ୍ୟ କରାଯାଇଥାଏ। କାରଣ ଏପରି ନ ହେଲେ ପଛକୁ ହଇରାଣରେ ପଡ଼ିବା ଆଶଙ୍କା ରହିଥାଏ। ସୁବିଧାବାଦୀ ବ୍ୟକ୍ତିଙ୍କର ଏପରି ପ୍ରବୃତ୍ତି ରହିଥିବା ଅର୍ଥରେ ଏଭଳି ଉକ୍ତି ବର୍ଣ୍ଣନା କରାଯାଇଛି। [369,271,581,309]
sign-forecast: ବହୁଲାଭିମୁଖୀ ଶନି ଓ ରାଶିସ୍ଥ ଗ୍ରହ ପ୍ରଭାବରୁ ପରିସ୍ଥିତି ପ୍ରତି ସଚେତନ ରହି କାମ କରିବାରେ ଆପଣଙ୍କ ଦୂରଦର୍ଶିତା ପ୍ରଣିଧାନଯୋଗ୍ୟ ହୋଇପାରେ। ଉପରିସ୍ଥ ଅଧିକାରୀମାନେ କାମହାସଲ ସକାଶେ ଆପଣଙ୍କ ସହଯୋଗ ଲୋଡ଼ିପାରନ୍ତି। ଯେ କୌଣସି କ୍ଷେତ୍ରରେ ଆପଣଙ୍କ ଶତ୍ରୁମାନେ ଚେଷ୍ଟା କଲେ ମଧ୍ୟ କିଛି କ୍ଷତି କରିପାରିବେ ନାହିଁ। [766,1003,918,1058]
affidavit-heading: AFFIDAVIT [138,509,248,526]
